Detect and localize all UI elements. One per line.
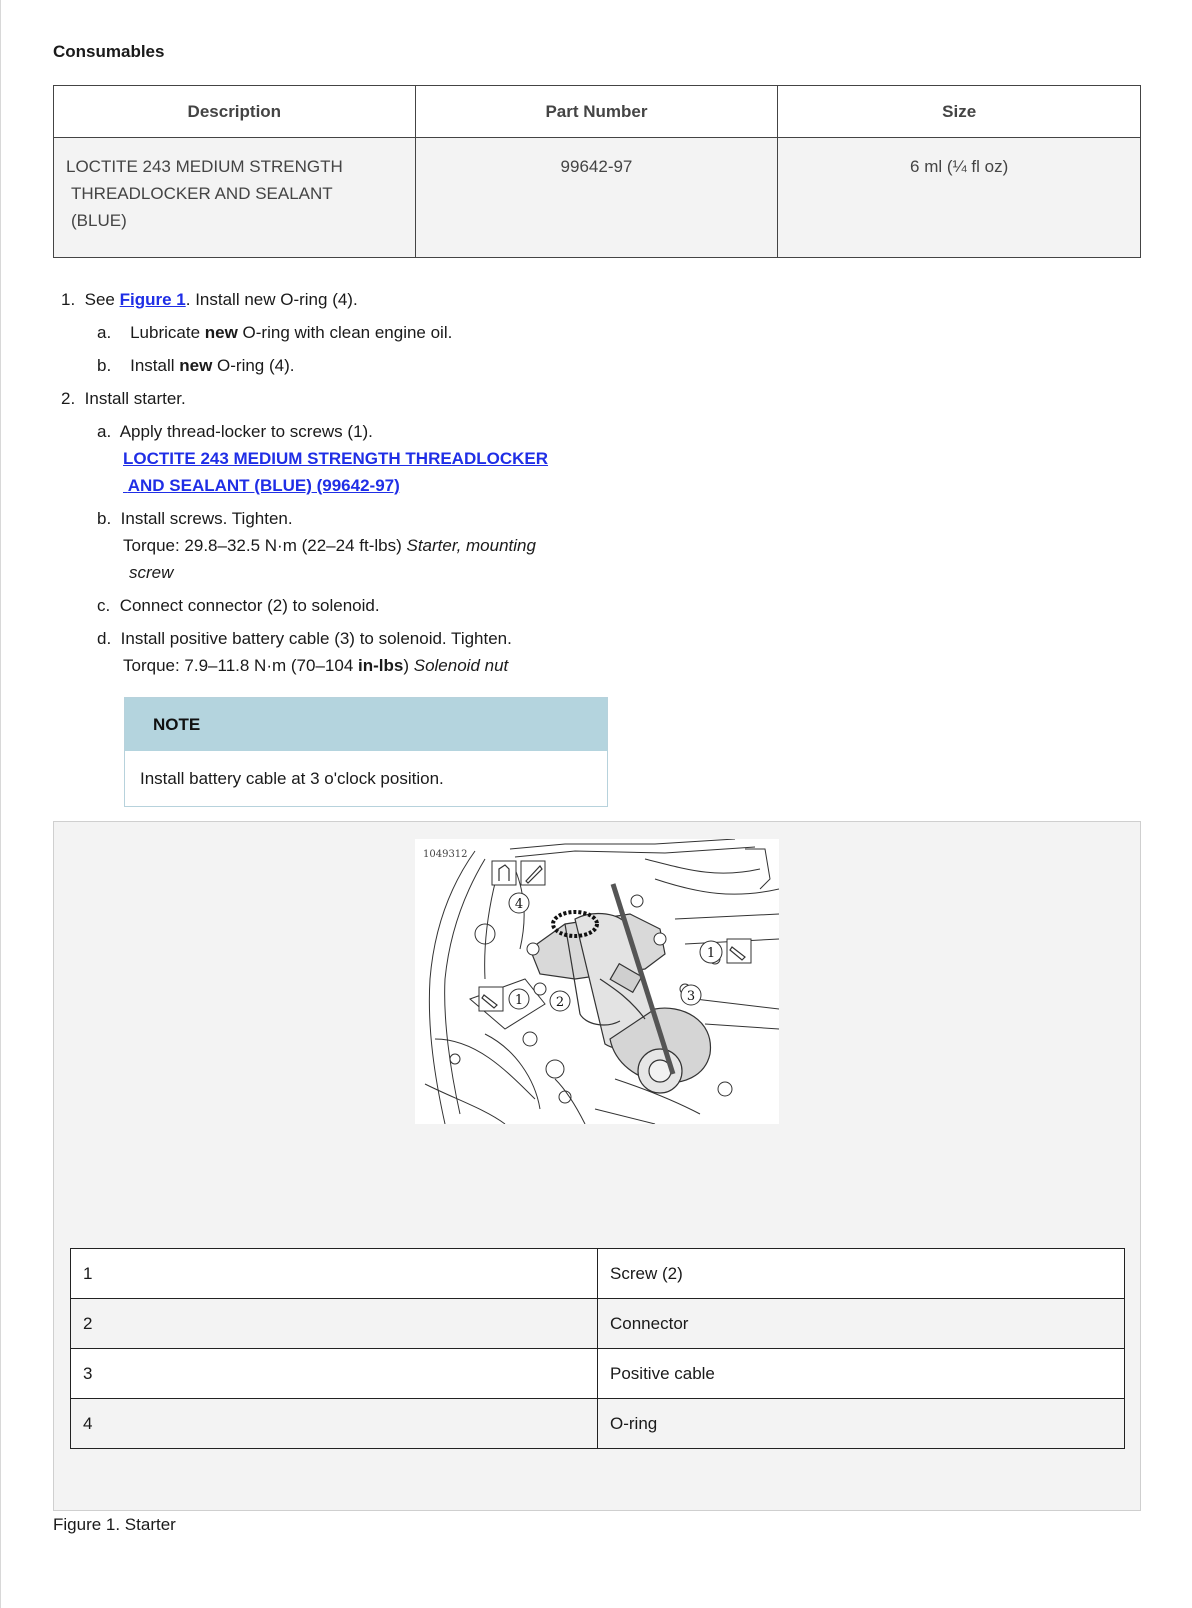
- column-header-description: Description: [54, 86, 416, 138]
- torque-item: Starter, mounting: [406, 536, 536, 555]
- description-line: LOCTITE 243 MEDIUM STRENGTH: [66, 157, 343, 176]
- substep-text: Apply thread-locker to screws (1).: [119, 422, 373, 441]
- torque-value: Torque: 29.8–32.5 N·m (22–24 ft-lbs): [123, 536, 407, 555]
- substep-text: Install: [130, 356, 180, 375]
- cell-description: [54, 138, 416, 258]
- step-number: 2.: [61, 389, 76, 408]
- step-text: . Install new O-ring (4).: [185, 290, 358, 309]
- figure-1: [53, 821, 1141, 1511]
- emphasis-new: new: [179, 356, 213, 375]
- step-1a: [97, 322, 452, 344]
- step-2a: [97, 421, 373, 443]
- torque-value: Torque: 7.9–11.8 N·m (70–104: [123, 656, 358, 675]
- step-number: 1.: [61, 290, 76, 309]
- substep-letter: a.: [97, 323, 112, 342]
- column-header-size: Size: [778, 86, 1141, 138]
- threadlocker-link-line: [123, 475, 400, 497]
- substep-text: Connect connector (2) to solenoid.: [119, 596, 380, 615]
- substep-text: O-ring (4).: [212, 356, 295, 375]
- consumables-table: [53, 85, 1141, 258]
- figure-legend-table: [70, 1248, 1125, 1449]
- substep-letter: b.: [97, 356, 112, 375]
- step-1: [61, 289, 358, 311]
- torque-spec: [123, 535, 536, 557]
- step-2c: [97, 595, 380, 617]
- torque-item: Solenoid nut: [413, 656, 509, 675]
- legend-label: Positive cable: [598, 1349, 1125, 1399]
- legend-row: [71, 1299, 1125, 1349]
- cell-size: 6 ml (¼ fl oz): [778, 138, 1141, 258]
- consumables-heading: Consumables: [53, 42, 165, 61]
- callout-3: 3: [686, 989, 696, 1004]
- substep-letter: a.: [97, 422, 112, 441]
- note-box: [124, 697, 608, 807]
- callout-4: 4: [514, 897, 524, 912]
- substep-text: Install screws. Tighten.: [120, 509, 293, 528]
- note-title: NOTE: [125, 698, 607, 751]
- substep-letter: d.: [97, 629, 112, 648]
- legend-label: Connector: [598, 1299, 1125, 1349]
- consumables-row: [54, 138, 1141, 258]
- step-2d: [97, 628, 512, 650]
- torque-spec: [123, 655, 508, 677]
- legend-number: 2: [71, 1299, 598, 1349]
- torque-item: screw: [129, 563, 174, 582]
- threadlocker-link[interactable]: LOCTITE 243 MEDIUM STRENGTH THREADLOCKER: [123, 449, 549, 468]
- substep-text: Lubricate: [130, 323, 205, 342]
- legend-number: 1: [71, 1249, 598, 1299]
- threadlocker-link-line: [123, 448, 548, 470]
- consumables-header-row: [54, 86, 1141, 138]
- substep-letter: b.: [97, 509, 112, 528]
- legend-row: [71, 1249, 1125, 1299]
- cell-part-number: 99642-97: [415, 138, 778, 258]
- step-2: [61, 388, 186, 410]
- callout-1: 1: [706, 946, 716, 961]
- substep-letter: c.: [97, 596, 111, 615]
- callout-1: 1: [514, 993, 524, 1008]
- legend-row: [71, 1349, 1125, 1399]
- description-line: (BLUE): [71, 211, 127, 230]
- starter-illustration: [415, 839, 779, 1124]
- starter-line-drawing: [415, 839, 779, 1124]
- torque-unit: in-lbs: [358, 656, 404, 675]
- note-body: Install battery cable at 3 o'clock position.: [140, 769, 444, 788]
- figure-1-link[interactable]: Figure 1: [119, 290, 186, 309]
- callout-2: 2: [555, 995, 565, 1010]
- document-page: [1, 0, 1192, 1608]
- torque-value: ): [403, 656, 414, 675]
- threadlocker-link-cont[interactable]: AND SEALANT (BLUE) (99642-97): [127, 476, 400, 495]
- legend-number: 3: [71, 1349, 598, 1399]
- figure-caption: Figure 1. Starter: [53, 1515, 176, 1534]
- image-id-label: 1049312: [423, 849, 468, 860]
- step-text: See: [84, 290, 120, 309]
- step-2b: [97, 508, 293, 530]
- legend-label: O-ring: [598, 1399, 1125, 1449]
- substep-text: Install positive battery cable (3) to solenoid. Tighten.: [120, 629, 512, 648]
- torque-spec-cont: [129, 562, 173, 584]
- step-text: Install starter.: [84, 389, 186, 408]
- legend-label: Screw (2): [598, 1249, 1125, 1299]
- description-line: THREADLOCKER AND SEALANT: [71, 184, 333, 203]
- substep-text: O-ring with clean engine oil.: [237, 323, 453, 342]
- step-1b: [97, 355, 294, 377]
- emphasis-new: new: [204, 323, 238, 342]
- legend-number: 4: [71, 1399, 598, 1449]
- legend-row: [71, 1399, 1125, 1449]
- column-header-part-number: Part Number: [415, 86, 778, 138]
